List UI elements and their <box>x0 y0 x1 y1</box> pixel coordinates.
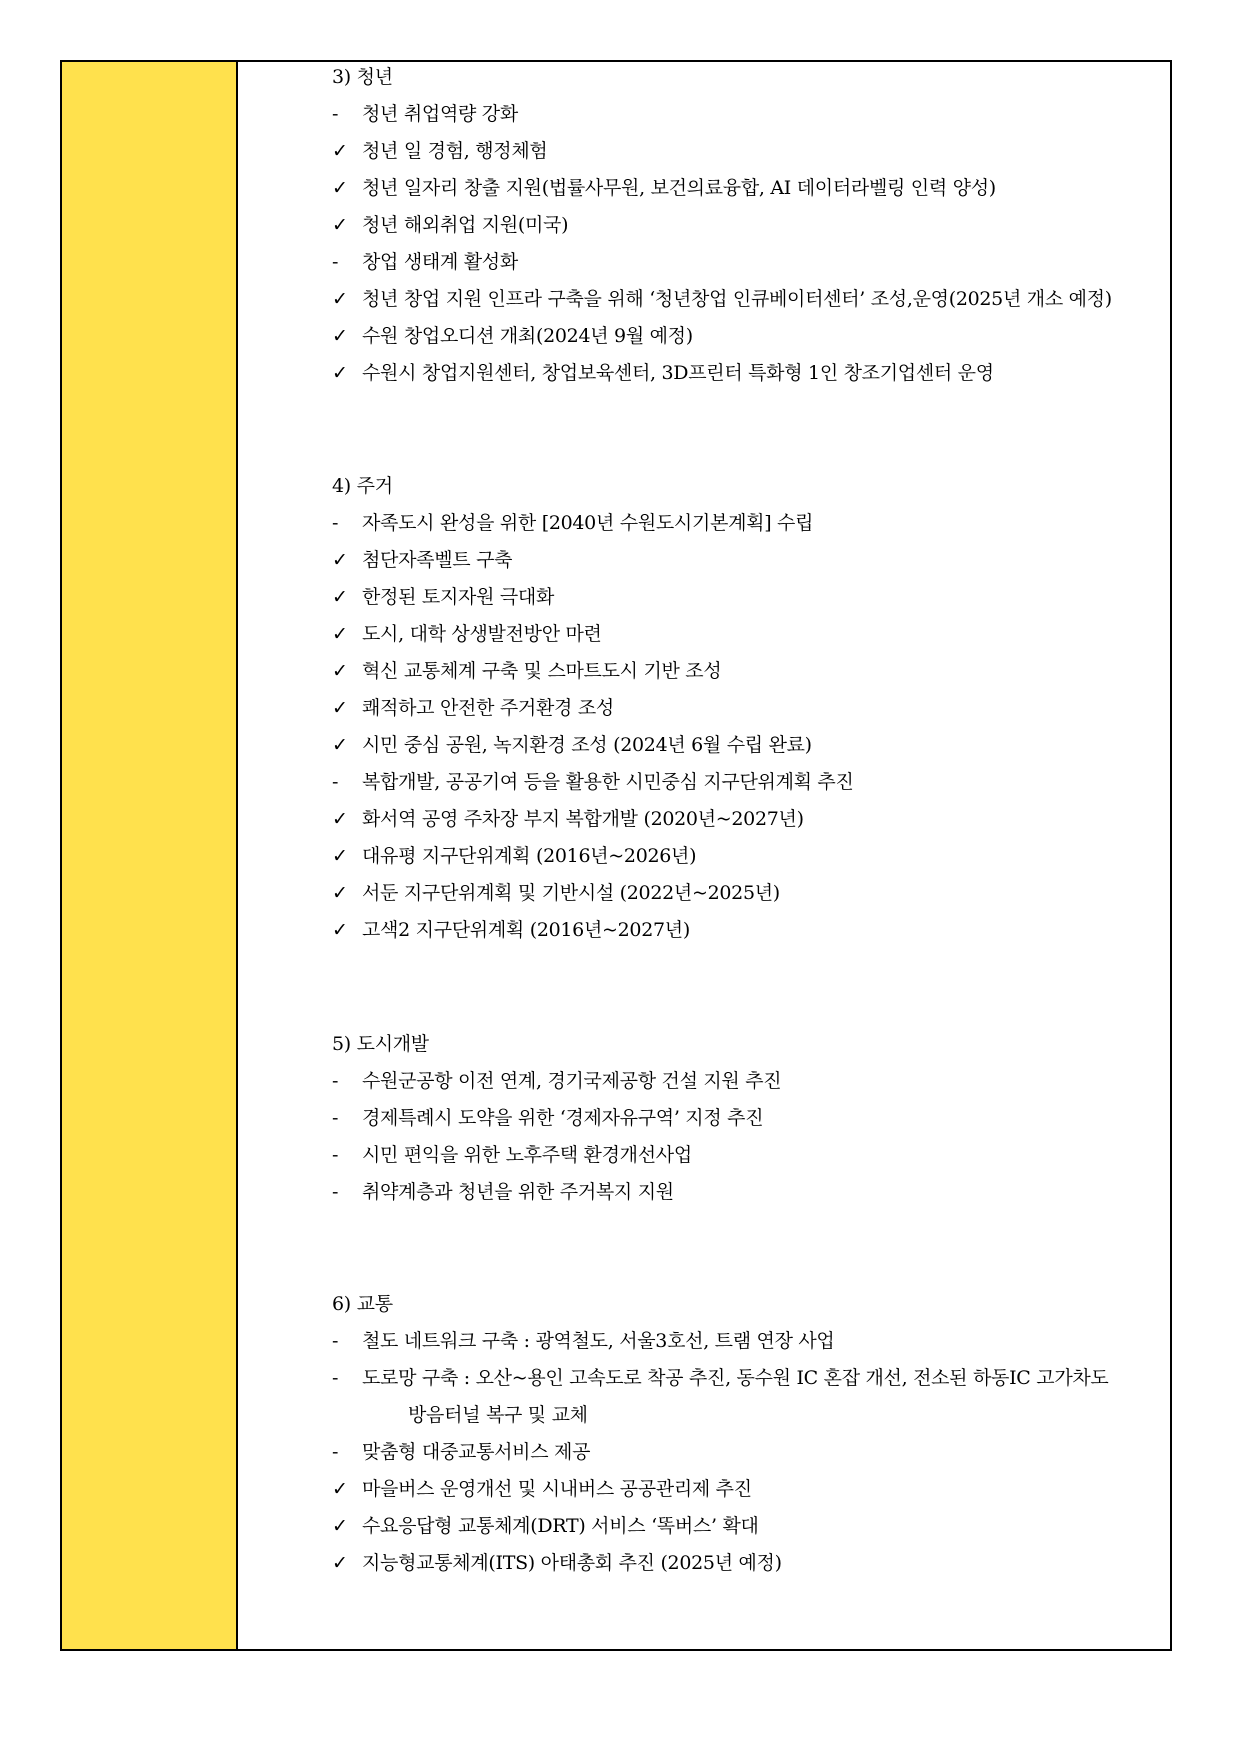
list-item: - 철도 네트워크 구축 : 광역철도, 서울3호선, 트램 연장 사업 <box>332 1330 835 1352</box>
section-heading: 5) 도시개발 <box>332 1033 429 1055</box>
list-item: - 청년 취업역량 강화 <box>332 103 518 125</box>
section-heading: 3) 청년 <box>332 66 393 88</box>
list-item: - 도로망 구축 : 오산~용인 고속도로 착공 추진, 동수원 IC 혼잡 개선, 전소된 하동IC 고가차도 <box>332 1367 1109 1389</box>
list-item: ✓ 첨단자족벨트 구축 <box>332 549 513 571</box>
list-item: ✓ 화서역 공영 주차장 부지 복합개발 (2020년~2027년) <box>332 808 804 830</box>
list-item: - 수원군공항 이전 연계, 경기국제공항 건설 지원 추진 <box>332 1070 782 1092</box>
document-frame <box>60 60 1172 1651</box>
list-item: ✓ 지능형교통체계(ITS) 아태총회 추진 (2025년 예정) <box>332 1552 782 1574</box>
list-item: ✓ 청년 일 경험, 행정체험 <box>332 140 548 162</box>
list-item: ✓ 수요응답형 교통체계(DRT) 서비스 ‘똑버스’ 확대 <box>332 1515 759 1537</box>
list-item: ✓ 도시, 대학 상생발전방안 마련 <box>332 623 602 645</box>
list-item: - 취약계층과 청년을 위한 주거복지 지원 <box>332 1181 674 1203</box>
section-heading: 6) 교통 <box>332 1293 393 1315</box>
list-item: - 창업 생태계 활성화 <box>332 251 518 273</box>
list-item: ✓ 서둔 지구단위계획 및 기반시설 (2022년~2025년) <box>332 882 780 904</box>
list-item: - 자족도시 완성을 위한 [2040년 수원도시기본계획] 수립 <box>332 512 814 534</box>
list-item: ✓ 쾌적하고 안전한 주거환경 조성 <box>332 697 614 719</box>
list-item-continuation: 방음터널 복구 및 교체 <box>408 1404 588 1426</box>
section-heading: 4) 주거 <box>332 475 393 497</box>
list-item: ✓ 수원시 창업지원센터, 창업보육센터, 3D프린터 특화형 1인 창조기업센터 운영 <box>332 362 994 384</box>
list-item: - 복합개발, 공공기여 등을 활용한 시민중심 지구단위계획 추진 <box>332 771 854 793</box>
yellow-sidebar <box>62 62 238 1649</box>
list-item: - 시민 편익을 위한 노후주택 환경개선사업 <box>332 1144 692 1166</box>
content-area <box>238 62 1170 1649</box>
list-item: ✓ 고색2 지구단위계획 (2016년~2027년) <box>332 919 690 941</box>
list-item: ✓ 청년 창업 지원 인프라 구축을 위해 ‘청년창업 인큐베이터센터’ 조성,운영(2025년 개소 예정) <box>332 288 1112 310</box>
list-item: ✓ 한정된 토지자원 극대화 <box>332 586 555 608</box>
list-item: ✓ 청년 해외취업 지원(미국) <box>332 214 569 236</box>
list-item: ✓ 혁신 교통체계 구축 및 스마트도시 기반 조성 <box>332 660 722 682</box>
list-item: ✓ 청년 일자리 창출 지원(법률사무원, 보건의료융합, AI 데이터라벨링 인력 양성) <box>332 177 996 199</box>
list-item: ✓ 수원 창업오디션 개최(2024년 9월 예정) <box>332 325 693 347</box>
list-item: ✓ 대유평 지구단위계획 (2016년~2026년) <box>332 845 697 867</box>
list-item: - 맞춤형 대중교통서비스 제공 <box>332 1441 591 1463</box>
list-item: ✓ 마을버스 운영개선 및 시내버스 공공관리제 추진 <box>332 1478 752 1500</box>
list-item: ✓ 시민 중심 공원, 녹지환경 조성 (2024년 6월 수립 완료) <box>332 734 812 756</box>
list-item: - 경제특례시 도약을 위한 ‘경제자유구역’ 지정 추진 <box>332 1107 764 1129</box>
